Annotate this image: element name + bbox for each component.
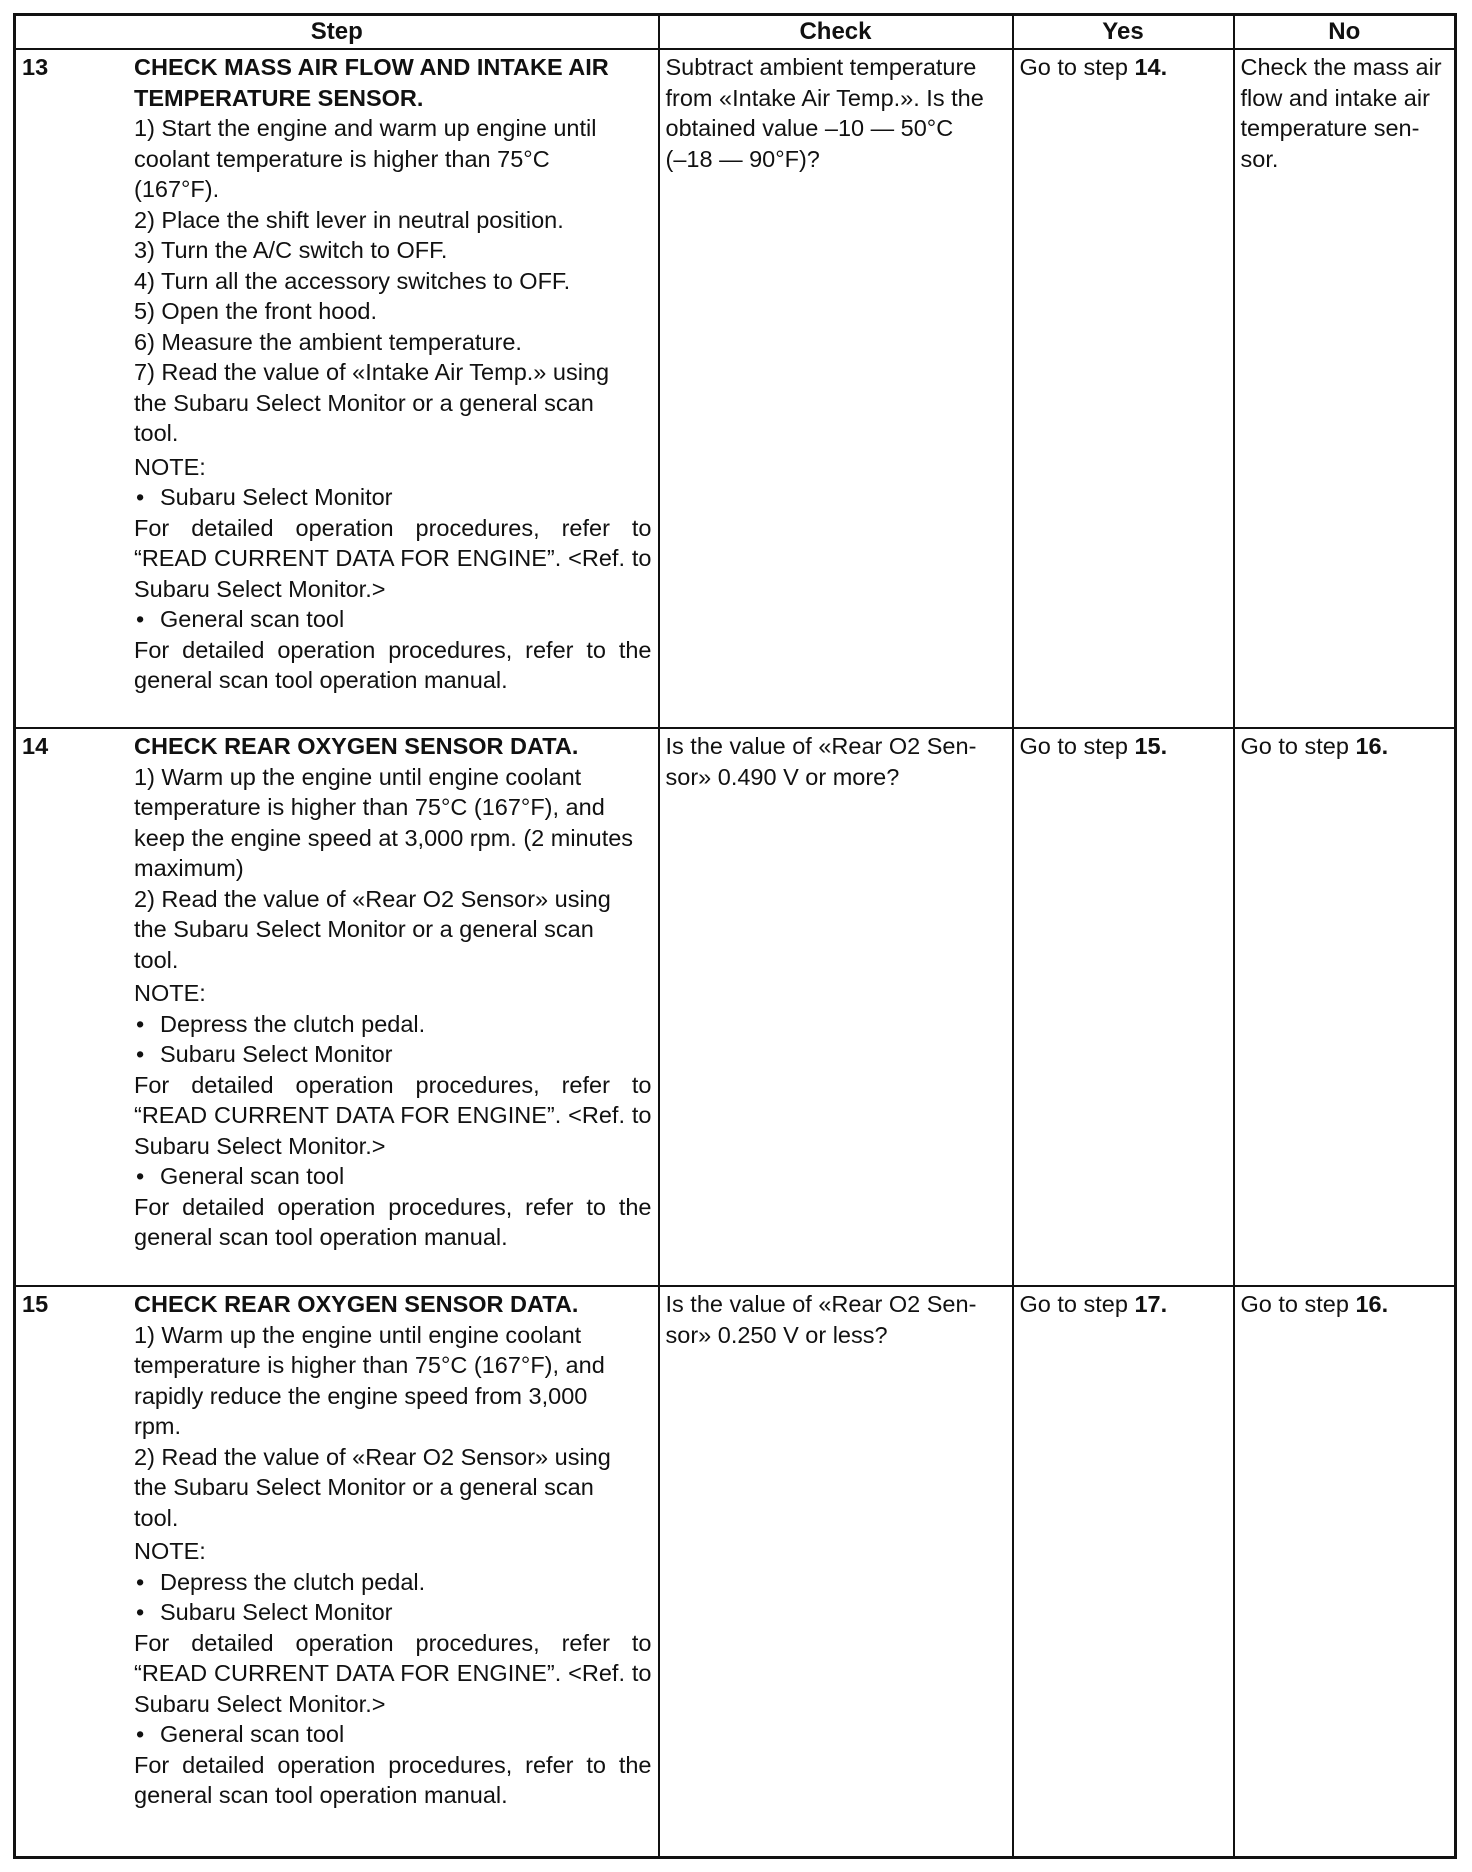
step-title: CHECK REAR OXYGEN SENSOR DATA. xyxy=(134,1291,579,1317)
no-cell xyxy=(1234,728,1456,1286)
yes-text: Go to step xyxy=(1019,733,1135,759)
note-bullet: • General scan tool xyxy=(134,604,652,635)
instruction-line: the Subaru Select Monitor or a general scan xyxy=(134,1474,594,1500)
instruction-line: 3) Turn the A/C switch to OFF. xyxy=(134,237,448,263)
instruction-line: 6) Measure the ambient temperature. xyxy=(134,328,522,355)
instruction-line: 2) Read the value of «Rear O2 Sensor» using xyxy=(134,1443,611,1470)
table-row-step-14 xyxy=(15,728,1456,1286)
instruction-line: tool. xyxy=(134,420,179,446)
step-number: 13 xyxy=(22,54,49,80)
header-step: Step xyxy=(15,15,659,50)
check-cell xyxy=(659,49,1013,728)
note-bullet: • Subaru Select Monitor xyxy=(134,1597,652,1628)
instruction-line: temperature is higher than 75°C (167°F), and xyxy=(134,794,605,820)
instruction-line: 2) Read the value of «Rear O2 Sensor» using xyxy=(134,885,611,912)
instruction-line: 7) Read the value of «Intake Air Temp.» using xyxy=(134,359,610,385)
instruction-line: the Subaru Select Monitor or a general scan xyxy=(134,389,594,416)
step-cell xyxy=(15,1286,659,1858)
check-line: Subtract ambient temperature xyxy=(665,54,977,80)
yes-step-ref: 15. xyxy=(1134,733,1168,759)
yes-cell xyxy=(1013,49,1234,728)
no-line: temperature sen- xyxy=(1240,115,1420,141)
note-bullet: • Depress the clutch pedal. xyxy=(134,1567,652,1598)
check-line: sor» 0.250 V or less? xyxy=(665,1321,888,1348)
instruction-line: 2) Place the shift lever in neutral position. xyxy=(134,206,564,233)
instruction-line: 1) Warm up the engine until engine coolant xyxy=(134,763,582,790)
instruction-line: temperature is higher than 75°C (167°F), and xyxy=(134,1352,605,1378)
note-label: NOTE: xyxy=(134,980,206,1006)
step-cell xyxy=(15,728,659,1286)
no-cell xyxy=(1234,1286,1456,1858)
note-text: For detailed operation procedures, refer to “READ CURRENT DATA FOR ENGINE”. <Ref. to Subaru Select Monitor.> xyxy=(134,514,652,602)
check-line: obtained value –10 — 50°C xyxy=(665,115,954,141)
step-body xyxy=(134,1289,652,1811)
check-cell xyxy=(659,1286,1013,1858)
step-body xyxy=(134,52,652,696)
no-cell xyxy=(1234,49,1456,728)
note-bullet: • Depress the clutch pedal. xyxy=(134,1009,652,1040)
yes-cell xyxy=(1013,728,1234,1286)
check-line: from «Intake Air Temp.». Is the xyxy=(665,84,984,111)
check-line: Is the value of «Rear O2 Sen- xyxy=(665,1291,977,1317)
check-line: Is the value of «Rear O2 Sen- xyxy=(665,733,977,759)
note-text: For detailed operation procedures, refer to the general scan tool operation manual. xyxy=(134,1751,652,1808)
note-text: For detailed operation procedures, refer to the general scan tool operation manual. xyxy=(134,1193,652,1250)
instruction-line: coolant temperature is higher than 75°C xyxy=(134,145,550,172)
no-line: sor. xyxy=(1240,145,1279,172)
table-header-row xyxy=(15,15,1456,50)
yes-step-ref: 17. xyxy=(1134,1291,1168,1317)
note-bullet: • General scan tool xyxy=(134,1161,652,1192)
table-row-step-15 xyxy=(15,1286,1456,1858)
note-text: For detailed operation procedures, refer to “READ CURRENT DATA FOR ENGINE”. <Ref. to Subaru Select Monitor.> xyxy=(134,1071,652,1159)
instruction-line: keep the engine speed at 3,000 rpm. (2 minutes xyxy=(134,824,634,851)
yes-cell xyxy=(1013,1286,1234,1858)
instruction-line: tool. xyxy=(134,946,179,973)
note-bullet: • Subaru Select Monitor xyxy=(134,482,652,513)
instruction-line: 5) Open the front hood. xyxy=(134,298,377,324)
step-number: 15 xyxy=(22,1291,49,1317)
header-check: Check xyxy=(659,15,1013,50)
no-text: Go to step xyxy=(1240,733,1356,759)
instruction-line: rapidly reduce the engine speed from 3,000 xyxy=(134,1382,588,1409)
step-body xyxy=(134,731,652,1253)
step-title: CHECK MASS AIR FLOW AND INTAKE AIR xyxy=(134,54,609,80)
note-label: NOTE: xyxy=(134,453,206,480)
step-cell xyxy=(15,49,659,728)
instruction-line: 1) Warm up the engine until engine coolant xyxy=(134,1321,582,1348)
instruction-line: maximum) xyxy=(134,855,244,881)
note-text: For detailed operation procedures, refer to “READ CURRENT DATA FOR ENGINE”. <Ref. to Subaru Select Monitor.> xyxy=(134,1629,652,1717)
table-row-step-13 xyxy=(15,49,1456,728)
header-no: No xyxy=(1234,15,1456,50)
yes-text: Go to step xyxy=(1019,1291,1135,1317)
no-text: Go to step xyxy=(1240,1291,1356,1317)
note-label: NOTE: xyxy=(134,1538,206,1564)
note-bullet: • General scan tool xyxy=(134,1719,652,1750)
check-line: sor» 0.490 V or more? xyxy=(665,763,900,790)
step-title: TEMPERATURE SENSOR. xyxy=(134,84,424,111)
instruction-line: the Subaru Select Monitor or a general scan xyxy=(134,916,594,942)
no-step-ref: 16. xyxy=(1355,733,1389,759)
no-step-ref: 16. xyxy=(1355,1291,1389,1317)
diagnostic-procedure-table xyxy=(13,13,1457,1859)
instruction-line: 1) Start the engine and warm up engine until xyxy=(134,115,597,141)
no-line: Check the mass air xyxy=(1240,54,1442,80)
yes-text: Go to step xyxy=(1019,54,1135,80)
header-yes: Yes xyxy=(1013,15,1234,50)
yes-step-ref: 14. xyxy=(1134,54,1168,80)
check-cell xyxy=(659,728,1013,1286)
no-line: flow and intake air xyxy=(1240,84,1430,111)
instruction-line: (167°F). xyxy=(134,176,220,202)
note-bullet: • Subaru Select Monitor xyxy=(134,1039,652,1070)
step-number: 14 xyxy=(22,733,49,759)
instruction-line: 4) Turn all the accessory switches to OFF. xyxy=(134,267,571,294)
check-line: (–18 — 90°F)? xyxy=(665,145,820,172)
instruction-line: rpm. xyxy=(134,1413,181,1439)
step-title: CHECK REAR OXYGEN SENSOR DATA. xyxy=(134,733,579,759)
note-text: For detailed operation procedures, refer to the general scan tool operation manual. xyxy=(134,636,652,693)
instruction-line: tool. xyxy=(134,1504,179,1531)
